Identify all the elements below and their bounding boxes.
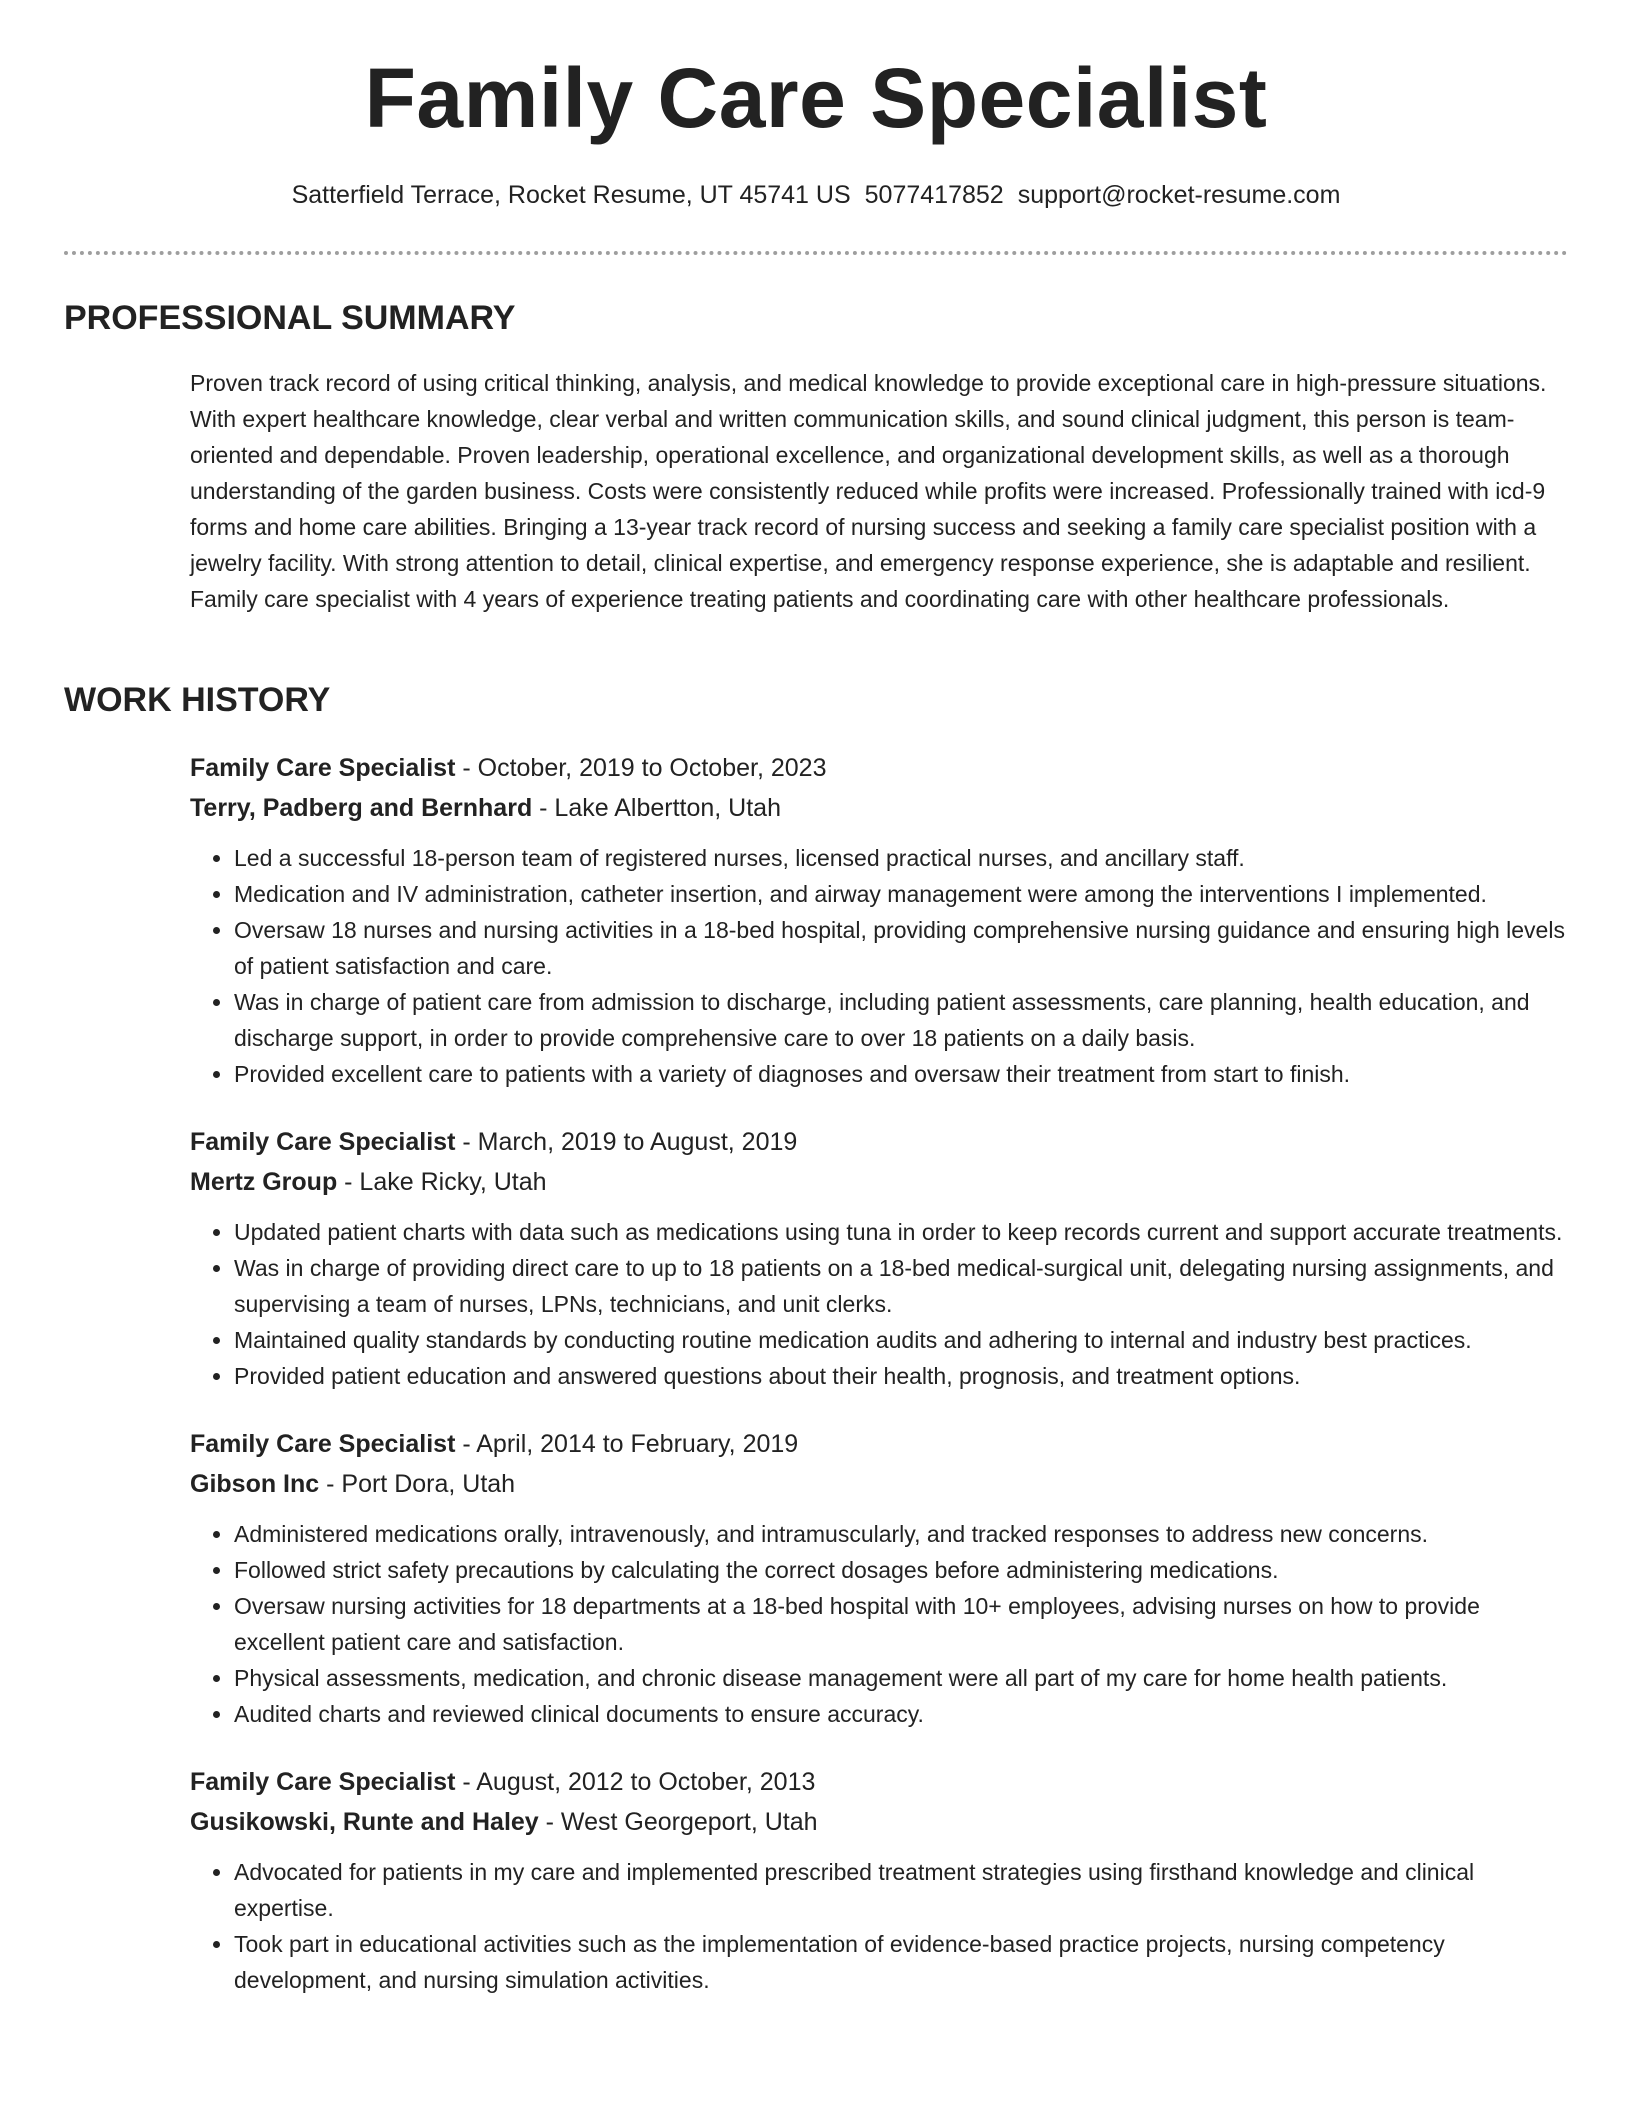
job-bullet: • Audited charts and reviewed clinical documents to ensure accuracy. xyxy=(234,1696,1570,1732)
job-bullet: • Followed strict safety precautions by calculating the correct dosages before administering medications. xyxy=(234,1552,1570,1588)
contact-email: support@rocket-resume.com xyxy=(1017,181,1341,209)
summary-section xyxy=(64,298,1568,339)
job-bullet: • Was in charge of patient care from admission to discharge, including patient assessments, care planning, health education, and discharge support, in order to provide comprehensive care to over 18 patients on a daily basis. xyxy=(234,984,1570,1056)
job-company-line xyxy=(190,1464,1570,1504)
summary-text: Proven track record of using critical thinking, analysis, and medical knowledge to provide exceptional care in high-pressure situations. With expert healthcare knowledge, clear verbal and written communication skills, and sound clinical judgment, this person is team-oriented and dependable. Proven leadership, operational excellence, and organizational development skills, as well as a thorough understanding of the garden business. Costs were consistently reduced while profits were increased. Professionally trained with icd-9 forms and home care abilities. Bringing a 13-year track record of nursing success and seeking a family care specialist position with a jewelry facility. With strong attention to detail, clinical expertise, and emergency response experience, she is adaptable and resilient. Family care specialist with 4 years of experience treating patients and coordinating care with other healthcare professionals. xyxy=(190,370,1547,612)
job-bullet: • Maintained quality standards by conducting routine medication audits and adhering to internal and industry best practices. xyxy=(234,1322,1570,1358)
job-company-line xyxy=(190,1802,1570,1842)
job-company-line xyxy=(190,788,1570,828)
job-bullet: • Physical assessments, medication, and chronic disease management were all part of my care for home health patients. xyxy=(234,1660,1570,1696)
job-bullet: • Administered medications orally, intravenously, and intramuscularly, and tracked responses to address new concerns. xyxy=(234,1516,1570,1552)
job-location: - Port Dora, Utah xyxy=(319,1470,516,1498)
work-heading: WORK HISTORY xyxy=(64,681,331,719)
job-role: Family Care Specialist xyxy=(190,1430,456,1458)
job-bullet: • Updated patient charts with data such as medications using tuna in order to keep records current and support accurate treatments. xyxy=(234,1214,1570,1250)
job-bullet: • Oversaw 18 nurses and nursing activities in a 18-bed hospital, providing comprehensive nursing guidance and ensuring high levels of patient satisfaction and care. xyxy=(234,912,1570,984)
job-bullet: • Was in charge of providing direct care to up to 18 patients on a 18-bed medical-surgical unit, delegating nursing assignments, and supervising a team of nurses, LPNs, technicians, and unit clerks. xyxy=(234,1250,1570,1322)
job-bullet: • Led a successful 18-person team of registered nurses, licensed practical nurses, and ancillary staff. xyxy=(234,840,1570,876)
job-company: Gusikowski, Runte and Haley xyxy=(190,1808,539,1836)
job-location: - Lake Albertton, Utah xyxy=(532,794,781,822)
job-location: - West Georgeport, Utah xyxy=(538,1808,818,1836)
job-role: Family Care Specialist xyxy=(190,1768,456,1796)
job-company-line xyxy=(190,1162,1570,1202)
job-bullet: • Advocated for patients in my care and implemented prescribed treatment strategies using firsthand knowledge and clinical expertise. xyxy=(234,1854,1570,1926)
contact-line xyxy=(0,180,1632,210)
job-bullets xyxy=(190,1516,1570,1732)
job-dates: - March, 2019 to August, 2019 xyxy=(455,1128,798,1156)
job-title-line xyxy=(190,1762,1570,1802)
job-role: Family Care Specialist xyxy=(190,754,456,782)
job-bullet: • Took part in educational activities such as the implementation of evidence-based practice projects, nursing competency development, and nursing simulation activities. xyxy=(234,1926,1570,1998)
job-bullets xyxy=(190,1854,1570,1998)
job-location: - Lake Ricky, Utah xyxy=(337,1168,547,1196)
job-company: Mertz Group xyxy=(190,1168,338,1196)
job-entry xyxy=(190,748,1570,1092)
job-dates: - August, 2012 to October, 2013 xyxy=(455,1768,816,1796)
header-divider xyxy=(64,251,1568,255)
summary-heading: PROFESSIONAL SUMMARY xyxy=(64,299,516,337)
job-entry xyxy=(190,1424,1570,1732)
job-title-line xyxy=(190,1424,1570,1464)
job-bullet: • Medication and IV administration, catheter insertion, and airway management were among the interventions I implemented. xyxy=(234,876,1570,912)
job-bullets xyxy=(190,840,1570,1092)
contact-phone: 5077417852 xyxy=(864,181,1004,209)
job-title-line xyxy=(190,1122,1570,1162)
job-dates: - April, 2014 to February, 2019 xyxy=(455,1430,799,1458)
job-title-line xyxy=(190,748,1570,788)
resume-name: Family Care Specialist xyxy=(364,51,1268,145)
job-bullet: • Provided excellent care to patients with a variety of diagnoses and oversaw their treatment from start to finish. xyxy=(234,1056,1570,1092)
job-entry xyxy=(190,1762,1570,1998)
job-entry xyxy=(190,1122,1570,1394)
job-list xyxy=(190,748,1570,2028)
contact-address: Satterfield Terrace, Rocket Resume, UT 45741 US xyxy=(291,181,851,209)
job-company: Gibson Inc xyxy=(190,1470,320,1498)
job-bullets xyxy=(190,1214,1570,1394)
job-company: Terry, Padberg and Bernhard xyxy=(190,794,533,822)
job-role: Family Care Specialist xyxy=(190,1128,456,1156)
job-dates: - October, 2019 to October, 2023 xyxy=(455,754,827,782)
job-bullet: • Provided patient education and answered questions about their health, prognosis, and treatment options. xyxy=(234,1358,1570,1394)
work-section xyxy=(64,680,1568,721)
job-bullet: • Oversaw nursing activities for 18 departments at a 18-bed hospital with 10+ employees, advising nurses on how to provide excellent patient care and satisfaction. xyxy=(234,1588,1570,1660)
